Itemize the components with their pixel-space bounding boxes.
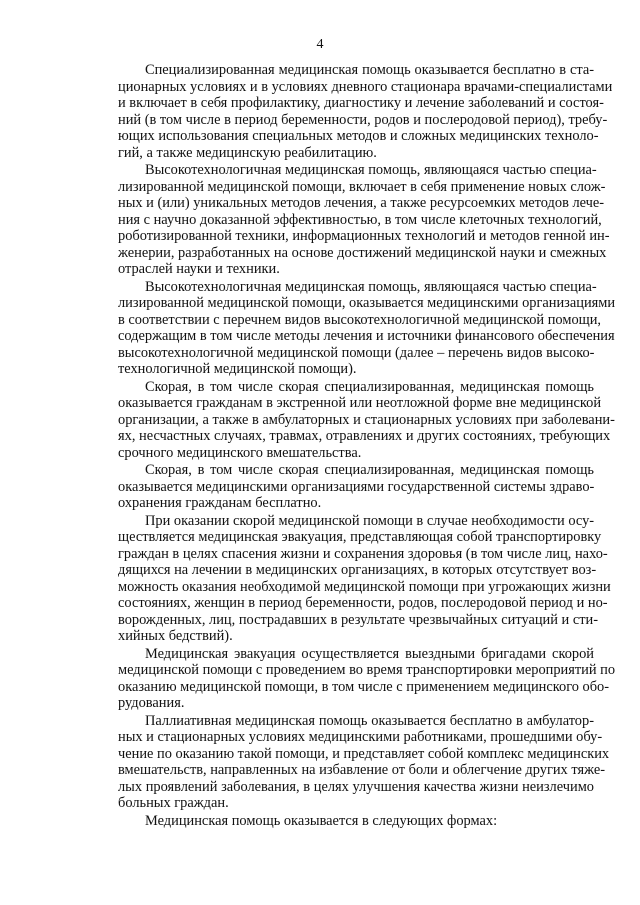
paragraph-line: состояниях, женщин в период беременности, родов, послеродовой период и но- [118, 595, 608, 611]
paragraph-line: больных граждан. [118, 795, 229, 811]
paragraph-line: в соответствии с перечнем видов высокотехнологичной медицинской помощи, [118, 311, 602, 328]
paragraph-line: Скорая, в том числе скорая специализированная, медицинская помощь [145, 462, 594, 478]
paragraph-line: граждан в целях спасения жизни и сохранения здоровья (в том числе лиц, нахо- [118, 545, 608, 562]
paragraph-line: ворожденных, лиц, пострадавших в результате чрезвычайных ситуаций и сти- [118, 611, 599, 628]
paragraph-line: охранения гражданам бесплатно. [118, 495, 322, 511]
paragraph-line: рудования. [118, 695, 185, 711]
paragraph-line: срочного медицинского вмешательства. [118, 444, 362, 461]
paragraph-line: вмешательств, направленных на избавление от боли и облегчение других тяже- [118, 762, 605, 778]
paragraph-line: женерии, разработанных на основе достижений медицинской науки и смежных [118, 244, 607, 261]
paragraph-line: оказывается медицинскими организациями государственной системы здраво- [118, 478, 595, 495]
paragraph-line: Высокотехнологичная медицинская помощь, являющаяся частью специа- [145, 278, 597, 295]
paragraph-line: отраслей науки и техники. [118, 261, 280, 277]
paragraph-line: чение по оказанию такой помощи, и представляет собой комплекс медицинских [118, 745, 610, 762]
paragraph-line: лизированной медицинской помощи, включает в себя применение новых слож- [118, 178, 606, 195]
paragraph-line: можность оказания необходимой медицинской помощи при угрожающих жизни [118, 578, 611, 595]
paragraph-line: и включает в себя профилактику, диагностику и лечение заболеваний и состоя- [118, 95, 604, 111]
paragraph-line: Медицинская эвакуация осуществляется выездными бригадами скорой [145, 645, 594, 662]
paragraph-line: организации, а также в амбулаторных и стационарных условиях при заболевани- [118, 411, 615, 428]
paragraph-line: лизированной медицинской помощи, оказывается медицинскими организациями [118, 295, 616, 311]
paragraph-line: медицинской помощи с проведением во время транспортировки мероприятий по [118, 662, 616, 678]
paragraph-line: ющих использования специальных методов и сложных медицинских техноло- [118, 128, 599, 144]
page-number: 4 [316, 37, 324, 52]
paragraph-line: роботизированной техники, информационных технологий и методов генной ин- [118, 228, 610, 244]
paragraph-line: Специализированная медицинская помощь оказывается бесплатно в ста- [145, 62, 594, 78]
paragraph-line: ных и (или) уникальных методов лечения, а также ресурсоемких методов лече- [118, 195, 605, 211]
paragraph-line: высокотехнологичной медицинской помощи (далее – перечень видов высоко- [118, 344, 595, 361]
paragraph-line: ния с научно доказанной эффективностью, в том числе клеточных технологий, [118, 211, 602, 228]
paragraph-line: хийных бедствий). [118, 628, 233, 644]
paragraph-line: ных и стационарных условиях медицинскими работниками, прошедшими обу- [118, 729, 603, 745]
paragraph-line: ществляется медицинская эвакуация, представляющая собой транспортировку [118, 529, 602, 545]
paragraph-line: ях, несчастных случаях, травмах, отравлениях и других состояниях, требующих [118, 428, 611, 444]
paragraph-line: Высокотехнологичная медицинская помощь, являющаяся частью специа- [145, 162, 597, 178]
paragraph-line: дящихся на лечении в медицинских организациях, в которых отсутствует воз- [118, 562, 597, 578]
paragraph-line: лых проявлений заболевания, в целях улучшения качества жизни неизлечимо [118, 778, 594, 795]
paragraph-line: оказанию медицинской помощи, в том числе с применением медицинского обо- [118, 678, 610, 695]
paragraph-line: ционарных условиях и в условиях дневного стационара врачами-специалистами [118, 78, 613, 95]
paragraph-line: Паллиативная медицинская помощь оказывается бесплатно в амбулатор- [145, 712, 594, 729]
paragraph-line: ний (в том числе в период беременности, родов и послеродовой период), требу- [118, 111, 608, 128]
paragraph-line: гий, а также медицинскую реабилитацию. [118, 144, 377, 161]
paragraph-line: содержащим в том числе методы лечения и источники финансового обеспечения [118, 328, 615, 344]
paragraph-line: оказывается гражданам в экстренной или неотложной форме вне медицинской [118, 395, 602, 411]
paragraph-line: технологичной медицинской помощи). [118, 361, 357, 377]
paragraph-line: При оказании скорой медицинской помощи в случае необходимости осу- [145, 512, 595, 529]
paragraph-line: Медицинская помощь оказывается в следующих формах: [145, 812, 498, 829]
paragraph-line: Скорая, в том числе скорая специализированная, медицинская помощь [145, 378, 594, 395]
